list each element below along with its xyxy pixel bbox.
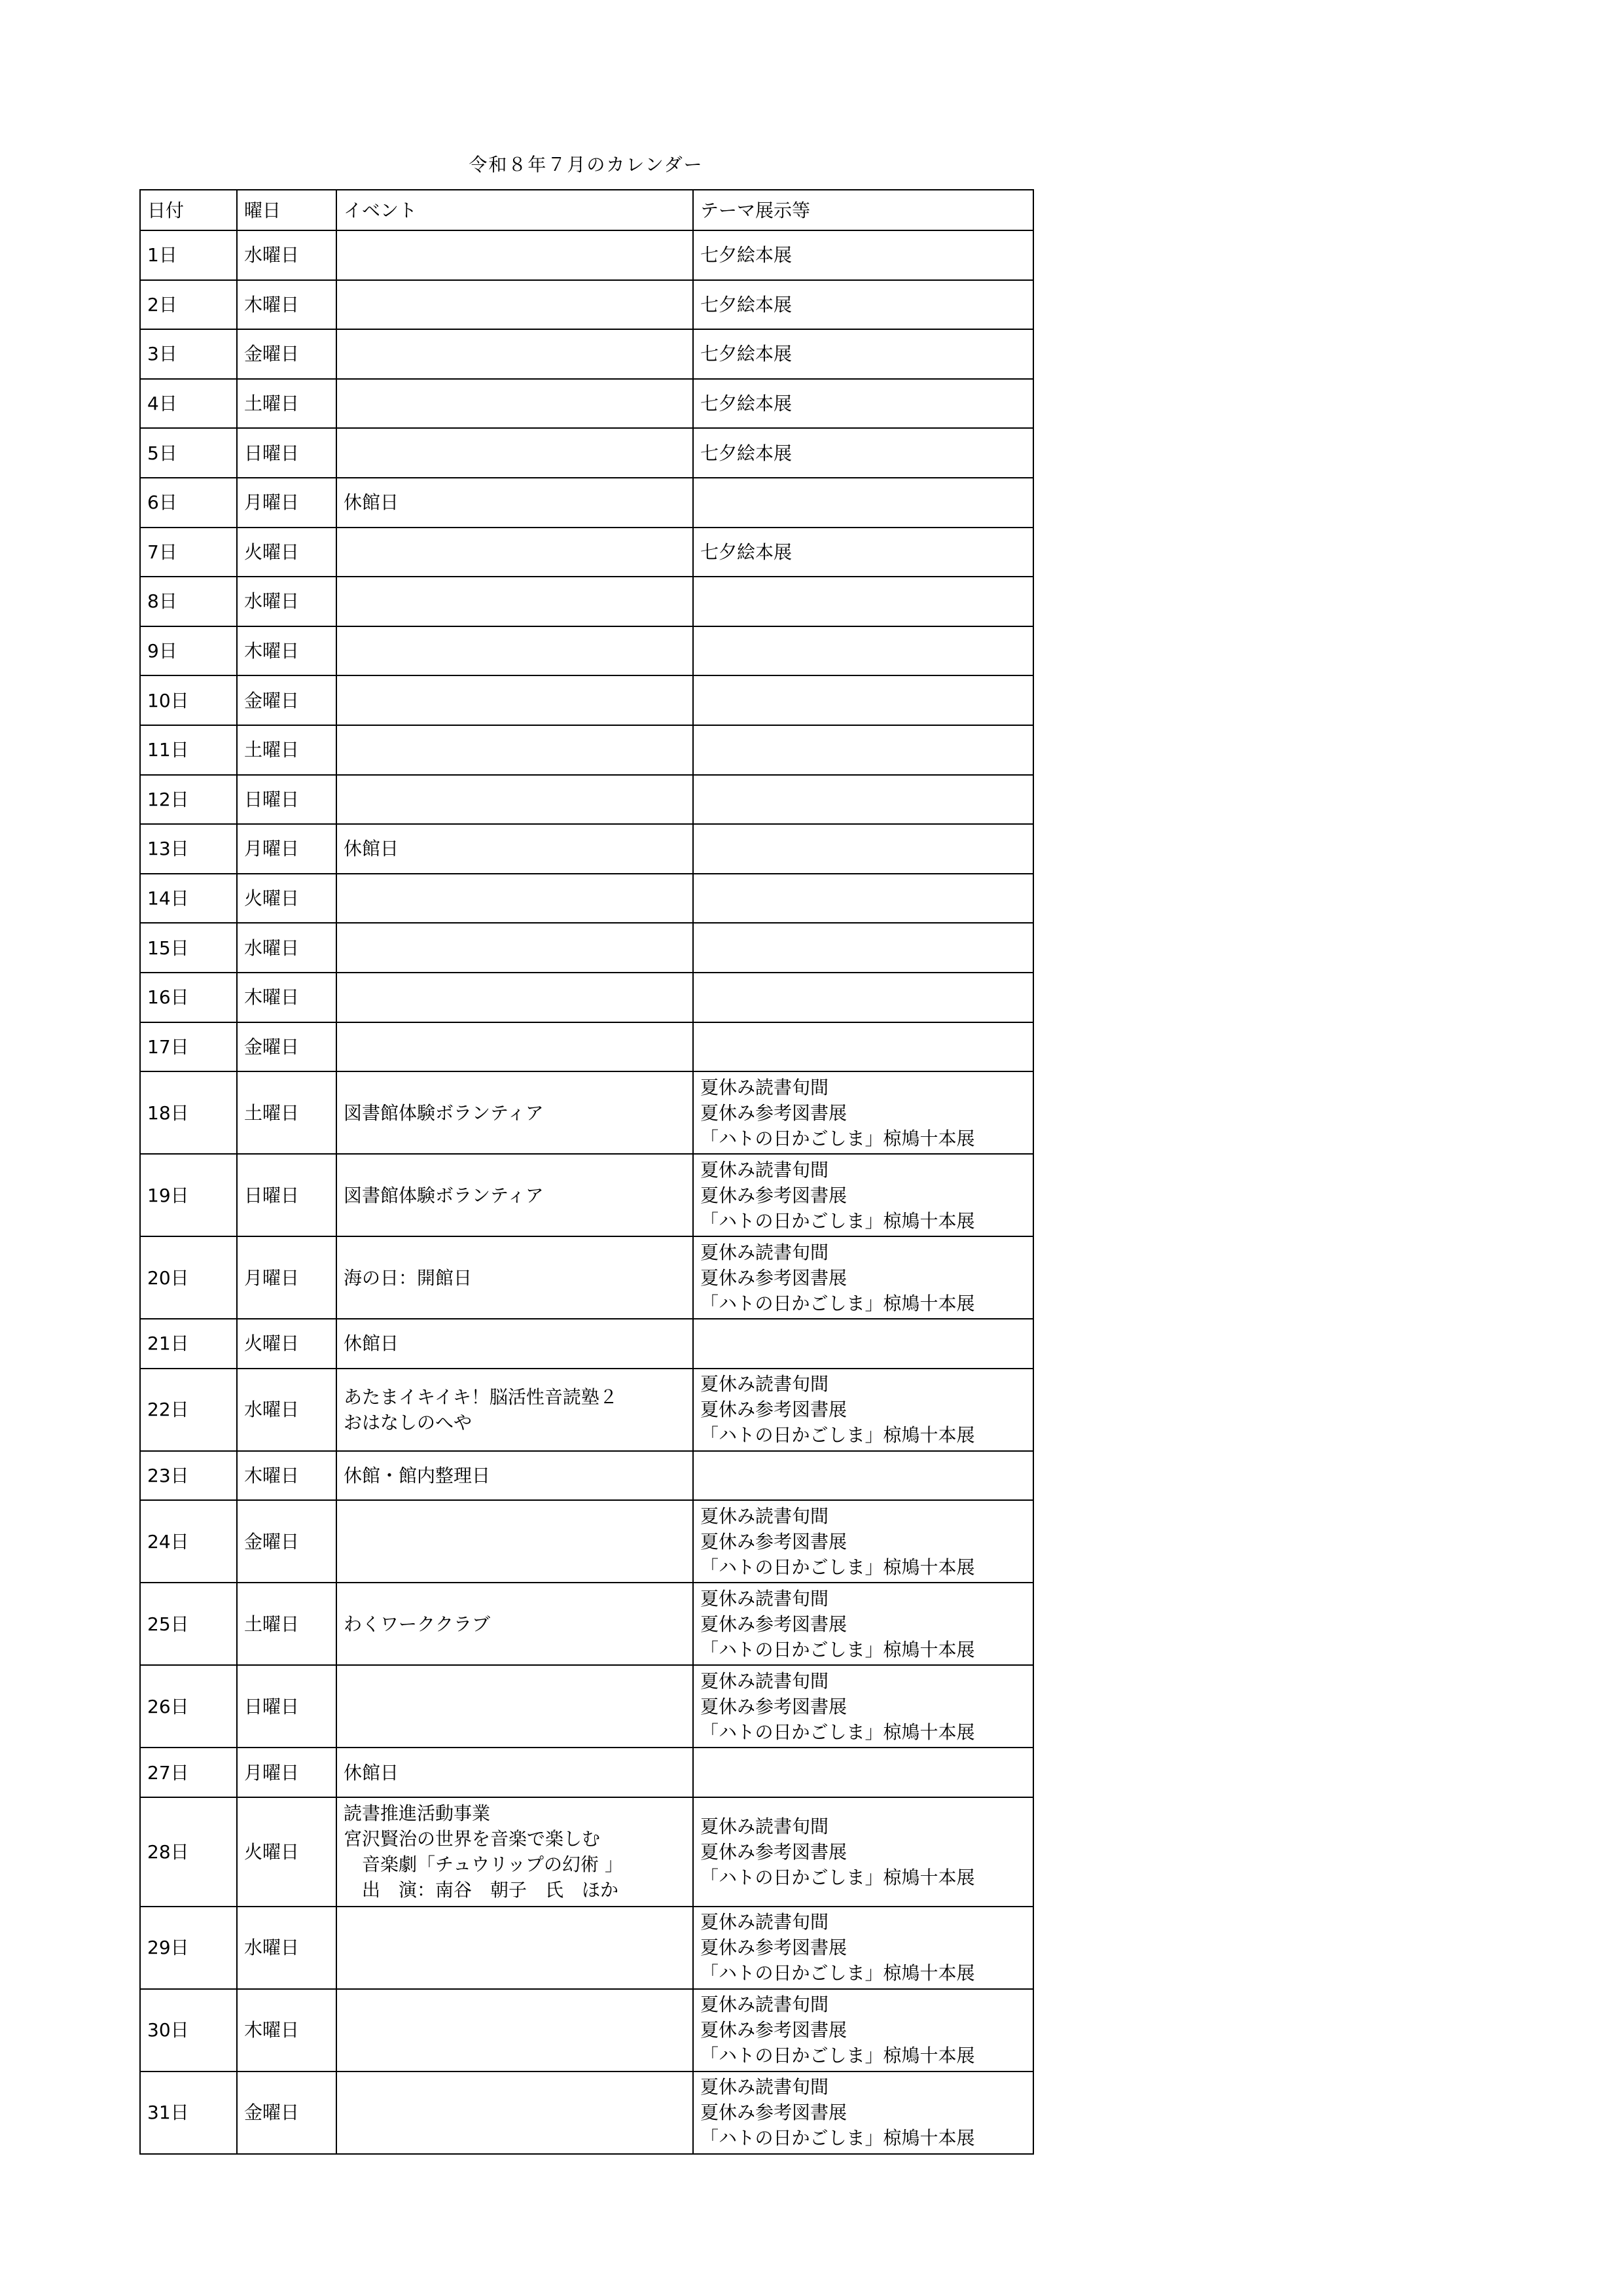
event-line: 休館日 [344, 1333, 399, 1355]
cell-day: 木曜日 [237, 973, 336, 1022]
cell-day: 水曜日 [237, 1907, 336, 1989]
cell-day: 日曜日 [237, 1665, 336, 1748]
cell-event [336, 1907, 693, 1989]
table-row [140, 725, 1033, 775]
cell-event [336, 923, 693, 973]
cell-date: 17日 [140, 1022, 237, 1072]
cell-event [336, 230, 693, 280]
cell-day: 月曜日 [237, 478, 336, 528]
event-line: あたまイキイキ！脳活性音読塾２ [344, 1386, 618, 1408]
cell-event [336, 1989, 693, 2072]
cell-date: 26日 [140, 1665, 237, 1748]
cell-theme [693, 626, 1033, 676]
theme-line: 「ハトの日かごしま」椋鳩十本展 [700, 1866, 975, 1888]
event-line: 図書館体験ボランティア [344, 1184, 544, 1206]
cell-theme [693, 824, 1033, 874]
cell-date: 13日 [140, 824, 237, 874]
table-row [140, 428, 1033, 478]
table-row [140, 1797, 1033, 1907]
cell-event [336, 478, 693, 528]
theme-line: 夏休み参考図書展 [700, 1102, 847, 1124]
table-row [140, 1665, 1033, 1748]
cell-date: 21日 [140, 1319, 237, 1369]
table-row [140, 626, 1033, 676]
cell-day: 土曜日 [237, 379, 336, 429]
cell-theme [693, 1319, 1033, 1369]
theme-line: 夏休み読書旬間 [700, 1076, 829, 1098]
cell-theme [693, 1989, 1033, 2072]
cell-event [336, 379, 693, 429]
event-line: 宮沢賢治の世界を音楽で楽しむ [344, 1828, 601, 1850]
table-row [140, 923, 1033, 973]
theme-line: 夏休み参考図書展 [700, 1530, 847, 1552]
theme-line: 夏休み読書旬間 [700, 1505, 829, 1527]
cell-theme [693, 1907, 1033, 1989]
theme-line: 夏休み参考図書展 [700, 2102, 847, 2124]
cell-day: 木曜日 [237, 280, 336, 330]
cell-day: 月曜日 [237, 1236, 336, 1319]
table-row [140, 528, 1033, 577]
theme-line: 七夕絵本展 [700, 293, 793, 315]
cell-date: 7日 [140, 528, 237, 577]
cell-theme [693, 1071, 1033, 1154]
cell-event [336, 1236, 693, 1319]
cell-theme [693, 577, 1033, 626]
cell-event [336, 1500, 693, 1583]
theme-line: 夏休み参考図書展 [700, 2019, 847, 2041]
cell-day: 土曜日 [237, 1071, 336, 1154]
cell-date: 20日 [140, 1236, 237, 1319]
table-row [140, 874, 1033, 924]
theme-line: 夏休み参考図書展 [700, 1840, 847, 1863]
cell-event [336, 1797, 693, 1907]
cell-event [336, 824, 693, 874]
cell-theme [693, 1154, 1033, 1236]
table-row [140, 1022, 1033, 1072]
cell-day: 火曜日 [237, 1319, 336, 1369]
cell-theme [693, 478, 1033, 528]
column-header-day: 曜日 [237, 190, 336, 230]
cell-event [336, 1071, 693, 1154]
cell-day: 金曜日 [237, 1022, 336, 1072]
cell-theme [693, 1500, 1033, 1583]
table-row [140, 775, 1033, 825]
cell-theme [693, 280, 1033, 330]
table-row [140, 1748, 1033, 1797]
theme-line: 七夕絵本展 [700, 541, 793, 563]
cell-event [336, 428, 693, 478]
table-row [140, 2072, 1033, 2154]
cell-theme [693, 1022, 1033, 1072]
cell-event [336, 1154, 693, 1236]
cell-theme [693, 230, 1033, 280]
theme-line: 「ハトの日かごしま」椋鳩十本展 [700, 1721, 975, 1743]
cell-day: 木曜日 [237, 1451, 336, 1501]
table-row [140, 1989, 1033, 2072]
cell-theme [693, 1236, 1033, 1319]
cell-date: 30日 [140, 1989, 237, 2072]
theme-line: 夏休み参考図書展 [700, 1613, 847, 1635]
column-header-date: 日付 [140, 190, 237, 230]
event-line: 休館日 [344, 492, 399, 514]
theme-line: 七夕絵本展 [700, 343, 793, 365]
cell-date: 14日 [140, 874, 237, 924]
table-row [140, 1071, 1033, 1154]
cell-event [336, 577, 693, 626]
theme-line: 「ハトの日かごしま」椋鳩十本展 [700, 1292, 975, 1314]
cell-date: 9日 [140, 626, 237, 676]
cell-theme [693, 973, 1033, 1022]
theme-line: 「ハトの日かごしま」椋鳩十本展 [700, 1210, 975, 1232]
cell-event [336, 2072, 693, 2154]
cell-theme [693, 1583, 1033, 1665]
cell-date: 4日 [140, 379, 237, 429]
table-row [140, 1583, 1033, 1665]
table-row [140, 329, 1033, 379]
table-row [140, 1369, 1033, 1451]
theme-line: 七夕絵本展 [700, 393, 793, 415]
cell-event [336, 675, 693, 725]
cell-event [336, 775, 693, 825]
cell-day: 水曜日 [237, 230, 336, 280]
calendar-body [140, 230, 1033, 2154]
table-row [140, 478, 1033, 528]
cell-event [336, 626, 693, 676]
cell-day: 金曜日 [237, 329, 336, 379]
table-row [140, 1907, 1033, 1989]
table-row [140, 1319, 1033, 1369]
event-line: 休館日 [344, 1761, 399, 1784]
table-row [140, 230, 1033, 280]
theme-line: 夏休み参考図書展 [700, 1937, 847, 1959]
table-row [140, 280, 1033, 330]
cell-day: 日曜日 [237, 1154, 336, 1236]
cell-day: 金曜日 [237, 675, 336, 725]
event-line: 図書館体験ボランティア [344, 1102, 544, 1124]
theme-line: 夏休み読書旬間 [700, 1911, 829, 1933]
theme-line: 夏休み参考図書展 [700, 1399, 847, 1421]
theme-line: 「ハトの日かごしま」椋鳩十本展 [700, 1962, 975, 1984]
theme-line: 夏休み読書旬間 [700, 1994, 829, 2016]
theme-line: 夏休み参考図書展 [700, 1695, 847, 1717]
cell-date: 23日 [140, 1451, 237, 1501]
cell-theme [693, 379, 1033, 429]
event-line: おはなしのへや [344, 1411, 473, 1433]
cell-event [336, 1665, 693, 1748]
page-title: 令和８年７月のカレンダー [469, 154, 704, 175]
table-row [140, 577, 1033, 626]
table-row [140, 824, 1033, 874]
cell-day: 水曜日 [237, 577, 336, 626]
event-line: 休館日 [344, 838, 399, 860]
cell-theme [693, 775, 1033, 825]
cell-date: 18日 [140, 1071, 237, 1154]
cell-day: 火曜日 [237, 874, 336, 924]
cell-date: 22日 [140, 1369, 237, 1451]
cell-date: 6日 [140, 478, 237, 528]
cell-theme [693, 1451, 1033, 1501]
cell-date: 3日 [140, 329, 237, 379]
theme-line: 夏休み読書旬間 [700, 1373, 829, 1395]
cell-event [336, 973, 693, 1022]
event-line: 休館・館内整理日 [344, 1464, 491, 1486]
cell-date: 24日 [140, 1500, 237, 1583]
cell-event [336, 1451, 693, 1501]
theme-line: 夏休み参考図書展 [700, 1184, 847, 1206]
cell-theme [693, 725, 1033, 775]
cell-date: 27日 [140, 1748, 237, 1797]
cell-day: 火曜日 [237, 1797, 336, 1907]
cell-day: 月曜日 [237, 1748, 336, 1797]
theme-line: 夏休み読書旬間 [700, 1158, 829, 1181]
header-row [140, 190, 1033, 230]
cell-date: 12日 [140, 775, 237, 825]
event-line: 海の日：開館日 [344, 1266, 473, 1289]
cell-event [336, 1748, 693, 1797]
theme-line: 夏休み読書旬間 [700, 2076, 829, 2098]
table-row [140, 675, 1033, 725]
cell-theme [693, 528, 1033, 577]
event-line: 出 演：南谷 朝子 氏 ほか [362, 1879, 619, 1901]
cell-date: 15日 [140, 923, 237, 973]
cell-date: 29日 [140, 1907, 237, 1989]
theme-line: 「ハトの日かごしま」椋鳩十本展 [700, 2127, 975, 2149]
table-row [140, 379, 1033, 429]
cell-date: 8日 [140, 577, 237, 626]
theme-line: 夏休み読書旬間 [700, 1241, 829, 1263]
cell-theme [693, 1369, 1033, 1451]
theme-line: 「ハトの日かごしま」椋鳩十本展 [700, 1556, 975, 1578]
cell-theme [693, 329, 1033, 379]
table-row [140, 973, 1033, 1022]
cell-date: 19日 [140, 1154, 237, 1236]
event-line: 読書推進活動事業 [344, 1803, 491, 1825]
cell-day: 土曜日 [237, 725, 336, 775]
cell-event [336, 280, 693, 330]
cell-theme [693, 428, 1033, 478]
cell-event [336, 329, 693, 379]
theme-line: 「ハトの日かごしま」椋鳩十本展 [700, 2045, 975, 2067]
cell-event [336, 1369, 693, 1451]
table-row [140, 1451, 1033, 1501]
table-row [140, 1154, 1033, 1236]
theme-line: 七夕絵本展 [700, 244, 793, 266]
theme-line: 七夕絵本展 [700, 442, 793, 464]
cell-day: 金曜日 [237, 1500, 336, 1583]
cell-day: 木曜日 [237, 1989, 336, 2072]
theme-line: 「ハトの日かごしま」椋鳩十本展 [700, 1127, 975, 1149]
cell-date: 28日 [140, 1797, 237, 1907]
cell-event [336, 1583, 693, 1665]
cell-day: 月曜日 [237, 824, 336, 874]
table-row [140, 1236, 1033, 1319]
table-row [140, 1500, 1033, 1583]
cell-theme [693, 923, 1033, 973]
theme-line: 夏休み読書旬間 [700, 1670, 829, 1692]
cell-event [336, 874, 693, 924]
cell-theme [693, 1797, 1033, 1907]
cell-day: 火曜日 [237, 528, 336, 577]
cell-theme [693, 1748, 1033, 1797]
column-header-event: イベント [336, 190, 693, 230]
cell-day: 日曜日 [237, 775, 336, 825]
cell-day: 水曜日 [237, 1369, 336, 1451]
cell-event [336, 528, 693, 577]
cell-day: 水曜日 [237, 923, 336, 973]
cell-event [336, 725, 693, 775]
cell-theme [693, 1665, 1033, 1748]
cell-theme [693, 2072, 1033, 2154]
cell-theme [693, 874, 1033, 924]
cell-date: 11日 [140, 725, 237, 775]
event-line: わくワーククラブ [344, 1613, 491, 1635]
cell-event [336, 1022, 693, 1072]
event-line: 音楽劇「チュウリップの幻術 」 [362, 1854, 623, 1876]
cell-date: 5日 [140, 428, 237, 478]
calendar-table [139, 189, 1034, 2155]
theme-line: 夏休み参考図書展 [700, 1266, 847, 1289]
cell-date: 2日 [140, 280, 237, 330]
theme-line: 「ハトの日かごしま」椋鳩十本展 [700, 1424, 975, 1446]
cell-date: 10日 [140, 675, 237, 725]
column-header-theme: テーマ展示等 [693, 190, 1033, 230]
cell-day: 金曜日 [237, 2072, 336, 2154]
theme-line: 夏休み読書旬間 [700, 1815, 829, 1837]
cell-day: 日曜日 [237, 428, 336, 478]
theme-line: 夏休み読書旬間 [700, 1587, 829, 1609]
cell-theme [693, 675, 1033, 725]
cell-date: 16日 [140, 973, 237, 1022]
cell-day: 木曜日 [237, 626, 336, 676]
theme-line: 「ハトの日かごしま」椋鳩十本展 [700, 1638, 975, 1660]
cell-date: 31日 [140, 2072, 237, 2154]
cell-event [336, 1319, 693, 1369]
cell-date: 1日 [140, 230, 237, 280]
cell-day: 土曜日 [237, 1583, 336, 1665]
cell-date: 25日 [140, 1583, 237, 1665]
